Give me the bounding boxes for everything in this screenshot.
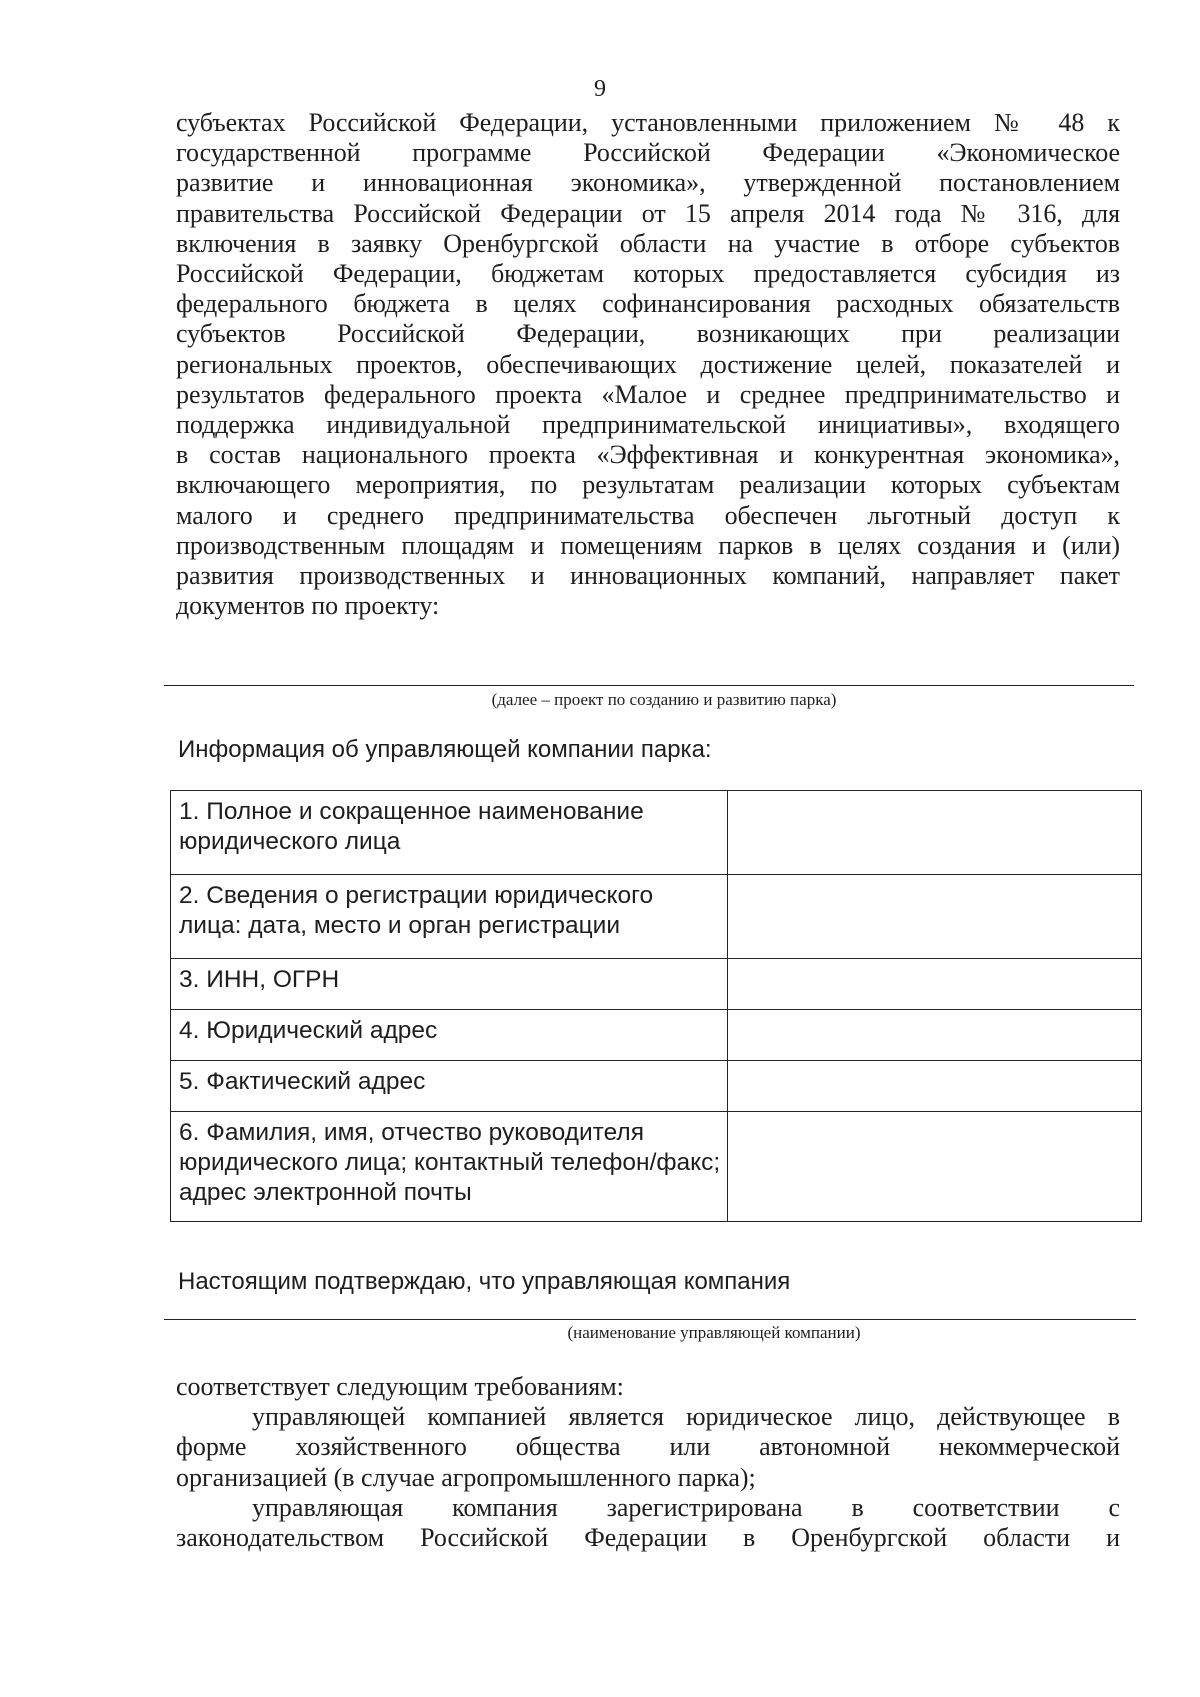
intro-line: развития производственных и инновационных компаний, направляет пакет [176, 561, 1120, 591]
project-blank-line [164, 685, 1134, 686]
row-label: 6. Фамилия, имя, отчество руководителя юридического лица; контактный телефон/факс; адрес электронной почты [171, 1112, 728, 1222]
company-name-caption: (наименование управляющей компании) [567, 1323, 861, 1342]
row-label: 3. ИНН, ОГРН [171, 959, 728, 1010]
table-row [171, 1061, 1142, 1112]
table-row [171, 1010, 1142, 1061]
row-value [728, 959, 1142, 1010]
intro-line: результатов федерального проекта «Малое и среднее предпринимательство и [176, 379, 1120, 409]
intro-line: федерального бюджета в целях софинансирования расходных обязательств [176, 289, 1120, 319]
requirement-line: управляющей компанией является юридическое лицо, действующее в [252, 1402, 1120, 1432]
table-row [171, 875, 1142, 959]
intro-line: региональных проектов, обеспечивающих достижение целей, показателей и [176, 349, 1120, 379]
row-label: 4. Юридический адрес [171, 1010, 728, 1061]
company-info-heading: Информация об управляющей компании парка: [178, 736, 712, 763]
row-value [728, 1061, 1142, 1112]
intro-line: в состав национального проекта «Эффективная и конкурентная экономика», [176, 440, 1120, 470]
company-info-table [170, 790, 1142, 1222]
row-value [728, 875, 1142, 959]
requirements-intro: соответствует следующим требованиям: [176, 1372, 624, 1401]
intro-line: государственной программе Российской Федерации «Экономическое [176, 138, 1120, 168]
intro-line: субъектах Российской Федерации, установленными приложением № 48 к [176, 108, 1120, 137]
row-label: 5. Фактический адрес [171, 1061, 728, 1112]
row-value [728, 1112, 1142, 1222]
confirmation-text: Настоящим подтверждаю, что управляющая компания [178, 1268, 791, 1295]
row-value [728, 1010, 1142, 1061]
row-label: 2. Сведения о регистрации юридического лица: дата, место и орган регистрации [171, 875, 728, 959]
requirements-block [176, 1372, 1120, 1553]
intro-line: развитие и инновационная экономика», утвержденной постановлением [176, 168, 1120, 198]
intro-line: поддержка индивидуальной предпринимательской инициативы», входящего [176, 410, 1120, 440]
intro-line: включающего мероприятия, по результатам реализации которых субъектам [176, 470, 1120, 500]
table-row [171, 959, 1142, 1010]
intro-line: субъектов Российской Федерации, возникающих при реализации [176, 319, 1120, 349]
table-row [171, 791, 1142, 875]
intro-line: производственным площадям и помещениям парков в целях создания и (или) [176, 530, 1120, 560]
intro-line: Российской Федерации, бюджетам которых предоставляется субсидия из [176, 259, 1120, 289]
company-name-blank-line [164, 1319, 1136, 1320]
requirement-line: форме хозяйственного общества или автономной некоммерческой [176, 1432, 1120, 1462]
requirement-line: законодательством Российской Федерации в Оренбургской области и [176, 1523, 1120, 1553]
requirement-line: управляющая компания зарегистрирована в соответствии с [252, 1492, 1120, 1522]
intro-line: документов по проекту: [176, 591, 440, 621]
row-value [728, 791, 1142, 875]
project-blank-caption: (далее – проект по созданию и развитию парка) [491, 690, 837, 709]
table-row [171, 1112, 1142, 1222]
row-label: 1. Полное и сокращенное наименование юридического лица [171, 791, 728, 875]
intro-line: включения в заявку Оренбургской области на участие в отборе субъектов [176, 228, 1120, 258]
intro-line: малого и среднего предпринимательства обеспечен льготный доступ к [176, 500, 1120, 530]
intro-line: правительства Российской Федерации от 15 апреля 2014 года № 316, для [176, 198, 1120, 228]
page-number: 9 [594, 76, 606, 102]
intro-paragraph [176, 108, 1120, 621]
requirement-line: организацией (в случае агропромышленного парка); [176, 1462, 756, 1492]
